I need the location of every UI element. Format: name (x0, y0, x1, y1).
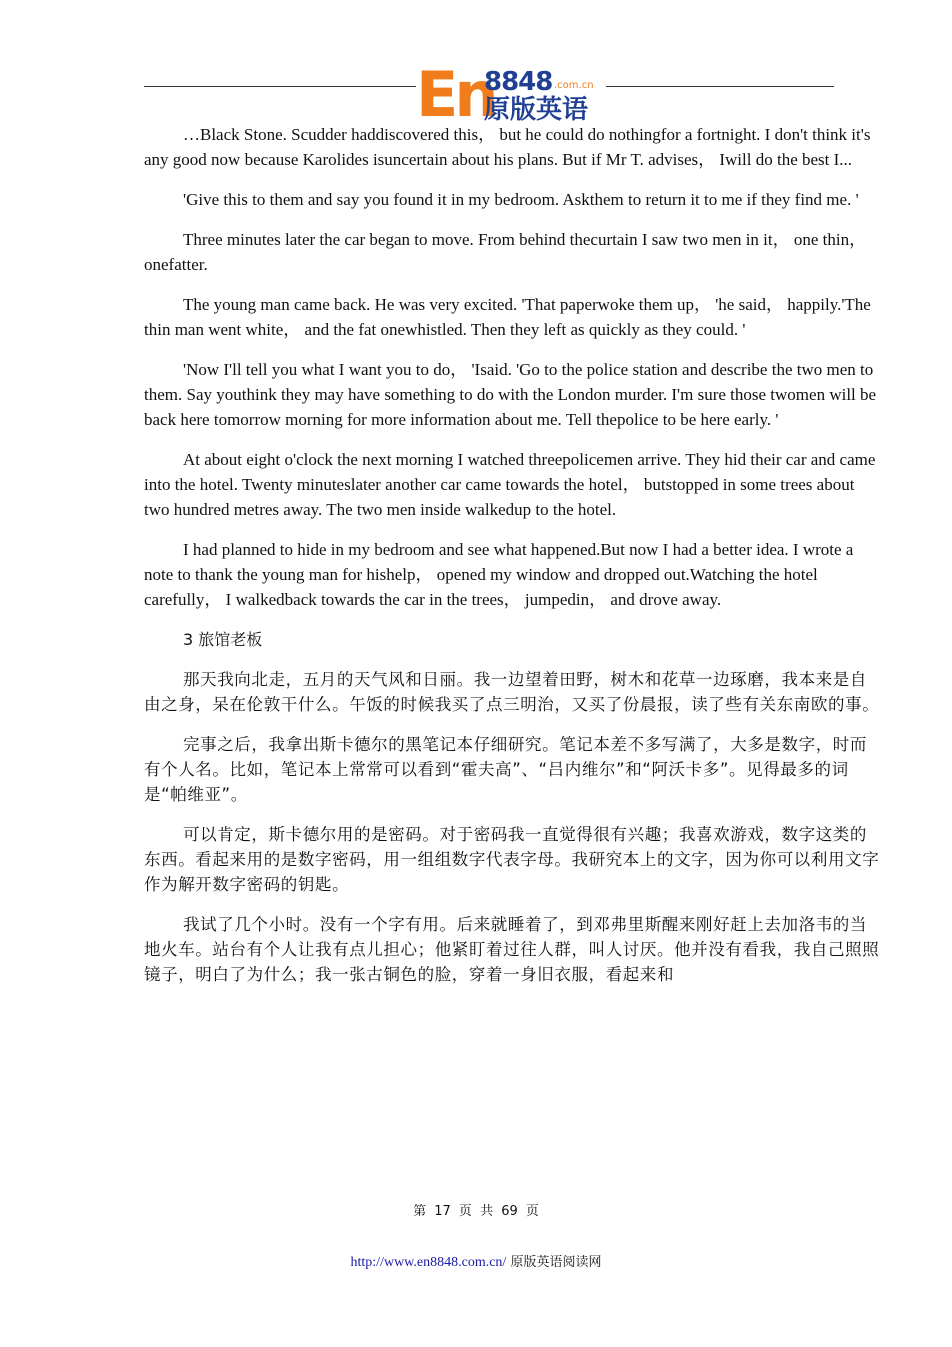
page-label-di: 第 (413, 1204, 427, 1219)
paragraph: …Black Stone. Scudder haddiscovered this， but he could do nothingfor a fortnight. I don't think it's any good now because Karolides isuncertain about his plans. But if Mr T. advises， Iwill do the best I... (144, 125, 871, 169)
paragraph: 完事之后，我拿出斯卡德尔的黑笔记本仔细研究。笔记本差不多写满了，大多是数字，时而有个人名。比如，笔记本上常常可以看到“霍夫高”、“吕内维尔”和“阿沃卡多”。见得最多的词是“帕维亚”。 (144, 735, 867, 804)
paragraph: 那天我向北走，五月的天气风和日丽。我一边望着田野，树木和花草一边琢磨，我本来是自由之身，呆在伦敦干什么。午饭的时候我买了点三明治，又买了份晨报，读了些有关东南欧的事。 (144, 670, 880, 714)
page-label-ye: 页 (458, 1204, 472, 1219)
paragraph: Three minutes later the car began to move. From behind thecurtain I saw two men in it， one thin， onefatter. (144, 230, 867, 274)
paragraph: 'Give this to them and say you found it in my bedroom. Askthem to return it to me if they find me. ' (183, 190, 859, 209)
header-rule-left (144, 86, 416, 87)
site-name: 原版英语阅读网 (510, 1255, 602, 1270)
page-header (0, 60, 952, 126)
paragraph: 可以肯定，斯卡德尔用的是密码。对于密码我一直觉得很有兴趣；我喜欢游戏，数字这类的东西。看起来用的是数字密码，用一组组数字代表字母。我研究本上的文字，因为你可以利用文字作为解开数字密码的钥匙。 (144, 825, 880, 894)
logo-tagline-text: 原版英语 (484, 95, 589, 124)
page-total: 69 (501, 1204, 518, 1219)
page-label-gong: 共 (480, 1204, 494, 1219)
en8848-logo (414, 60, 608, 124)
paragraph: 我试了几个小时。没有一个字有用。后来就睡着了，到邓弗里斯醒来刚好赶上去加洛韦的当地火车。站台有个人让我有点儿担心；他紧盯着过往人群，叫人讨厌。他并没有看我，我自己照照镜子，明白了为什么；我一张古铜色的脸，穿着一身旧衣服，看起来和 (144, 915, 880, 984)
page-body (144, 122, 880, 1002)
page-number (0, 1200, 952, 1219)
paragraph: 'Now I'll tell you what I want you to do， 'Isaid. 'Go to the police station and describe the two men to them. Say youthink they may have something to do with the London murder. I'm sure those twomen will be back here tomorrow morning for more information about me. Tell thepolice to be here early. ' (144, 360, 877, 429)
logo-number-text: 8848 (484, 67, 553, 97)
logo-domain-text: .com.cn (554, 80, 594, 91)
chapter-heading: 3 旅馆老板 (183, 630, 263, 649)
page-current: 17 (434, 1204, 451, 1219)
site-url-link[interactable]: http://www.en8848.com.cn/ (350, 1255, 507, 1270)
footer-link (0, 1251, 952, 1271)
page-label-ye2: 页 (525, 1204, 539, 1219)
logo-mark-text: En (416, 60, 495, 124)
header-rule-right (606, 86, 834, 87)
paragraph: At about eight o'clock the next morning I watched threepolicemen arrive. They hid their car and came into the hotel. Twenty minuteslater another car came towards the hotel， butstopped in some trees about two hundred metres away. The two men inside walkedup to the hotel. (144, 450, 876, 519)
paragraph: I had planned to hide in my bedroom and see what happened.But now I had a better idea. I wrote a note to thank the young man for hishelp， opened my window and dropped out.Watching the hotel carefully， I walkedback towards the car in the trees， jumpedin， and drove away. (144, 540, 854, 609)
paragraph: The young man came back. He was very excited. 'That paperwoke them up， 'he said， happily.'The thin man went white， and the fat onewhistled. Then they left as quickly as they could. ' (144, 295, 871, 339)
